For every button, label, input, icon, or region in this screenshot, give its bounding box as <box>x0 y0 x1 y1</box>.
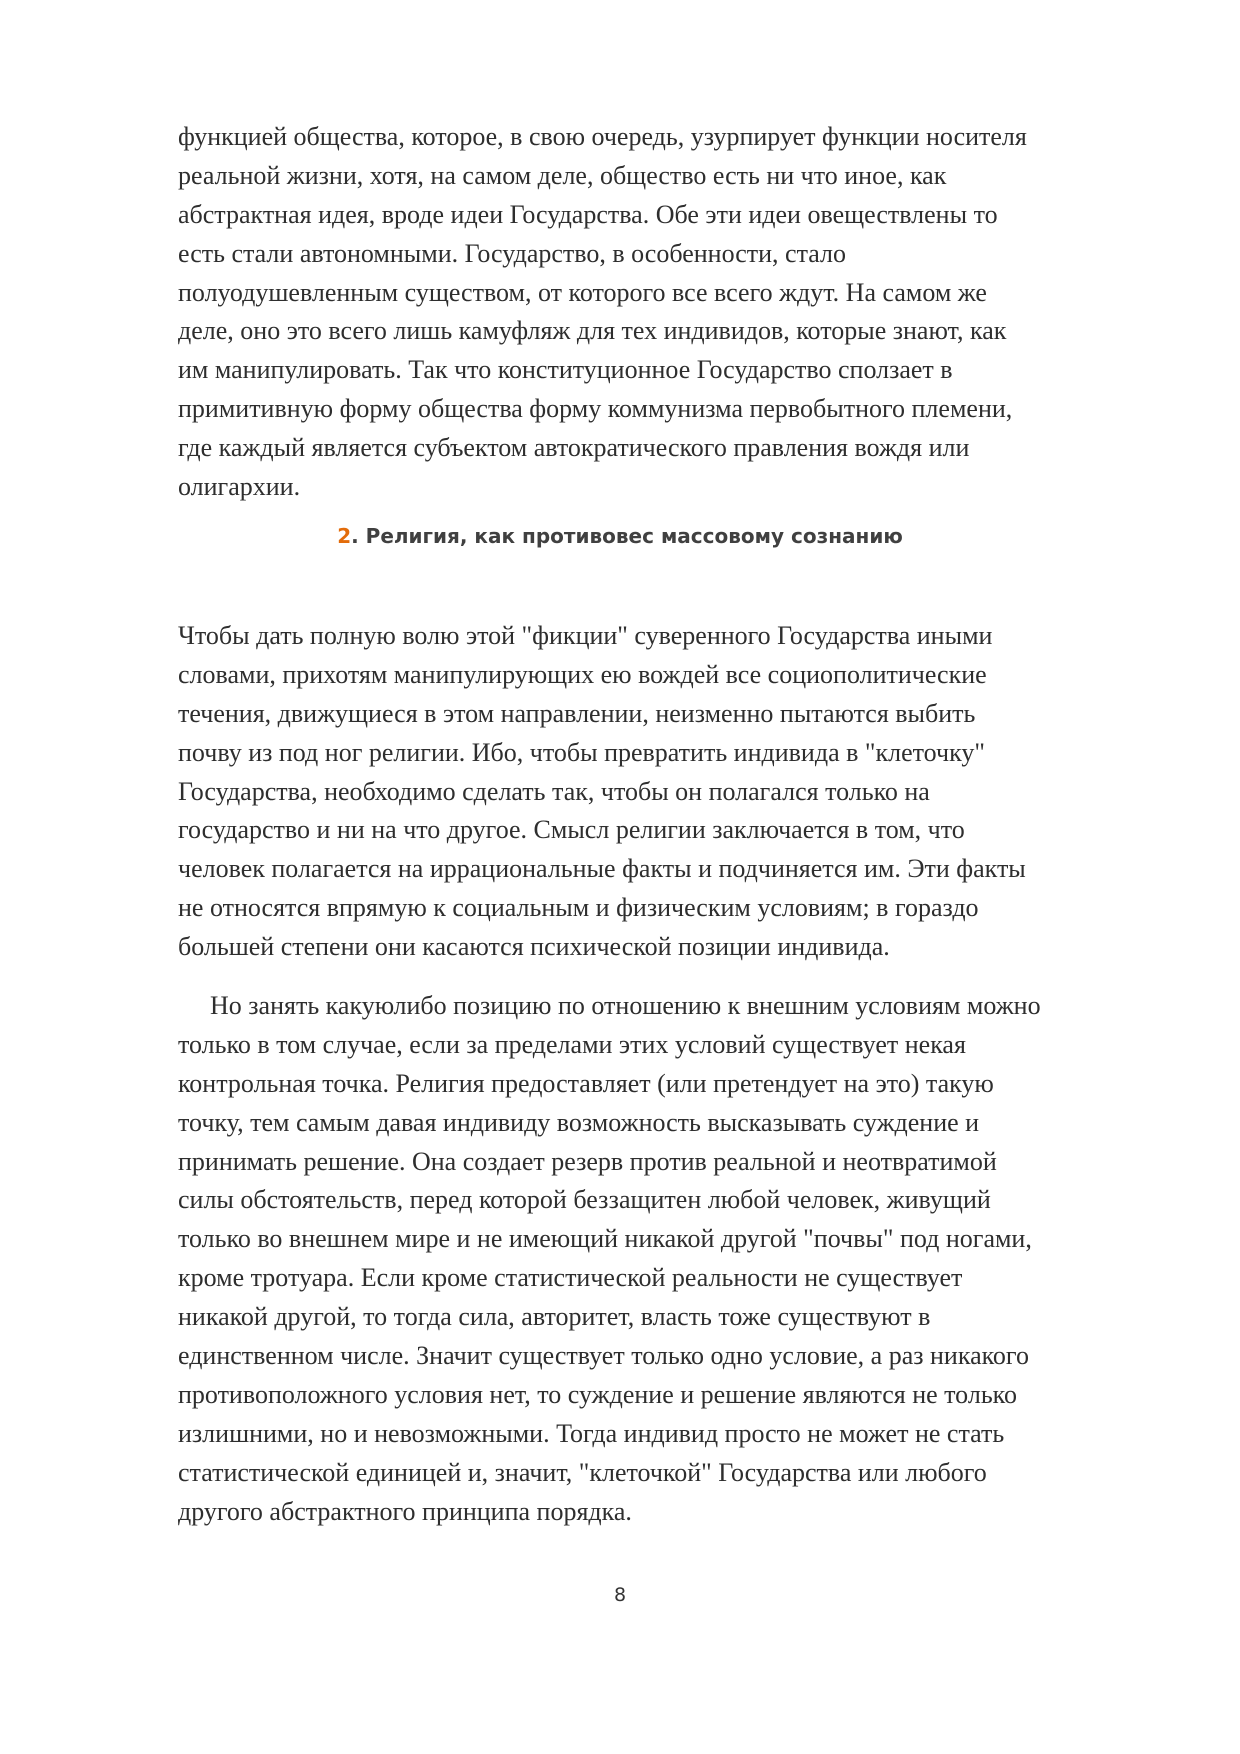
text-line: функцией общества, которое, в свою очередь, узурпирует функции носителя <box>178 122 1027 151</box>
paragraph-religion-intro <box>178 617 1178 967</box>
text-line: где каждый является субъектом автократического правления вождя или <box>178 433 970 463</box>
text-line: принимать решение. Она создает резерв против реальной и неотвратимой <box>178 1146 997 1176</box>
text-line: никакой другой, то тогда сила, авторитет, власть тоже существуют в <box>178 1302 931 1332</box>
text-line: есть стали автономными. Государство, в особенности, стало <box>178 238 847 268</box>
text-line: течения, движущиеся в этом направлении, неизменно пытаются выбить <box>178 698 976 728</box>
text-line: только во внешнем мире и не имеющий никакой другой "почвы" под ногами, <box>178 1224 1032 1254</box>
page-number: 8 <box>613 1584 627 1606</box>
text-line: почву из под ног религии. Ибо, чтобы превратить индивида в "клеточку" <box>178 737 985 767</box>
text-line: словами, прихотям манипулирующих ею вождей все социополитические <box>178 659 987 689</box>
section-heading <box>0 524 1240 548</box>
section-title: . Религия, как противовес массовому сознанию <box>351 524 903 548</box>
paragraph-religion-position <box>178 987 1178 1531</box>
text-line: кроме тротуара. Если кроме статистической реальности не существует <box>178 1263 963 1293</box>
text-line: контрольная точка. Религия предоставляет (или претендует на это) такую <box>178 1068 994 1098</box>
paragraph-continuation <box>178 118 1178 507</box>
text-line: единственном числе. Значит существует только одно условие, а раз никакого <box>178 1341 1029 1371</box>
text-line: большей степени они касаются психической позиции индивида. <box>178 932 890 962</box>
text-line: излишними, но и невозможными. Тогда индивид просто не может не стать <box>178 1418 1005 1448</box>
text-line: Государства, необходимо сделать так, чтобы он полагался только на <box>178 776 930 806</box>
text-line: деле, оно это всего лишь камуфляж для тех индивидов, которые знают, как <box>178 316 1007 346</box>
text-line: примитивную форму общества форму коммунизма первобытного племени, <box>178 394 1013 424</box>
text-line: олигархии. <box>178 472 301 502</box>
text-line: силы обстоятельств, перед которой беззащитен любой человек, живущий <box>178 1185 991 1215</box>
text-line: не относятся впрямую к социальным и физическим условиям; в гораздо <box>178 893 979 923</box>
text-line: абстрактная идея, вроде идеи Государства. Обе эти идеи овеществлены то <box>178 199 998 229</box>
text-line: им манипулировать. Так что конституционное Государство сползает в <box>178 355 953 385</box>
text-line: статистической единицей и, значит, "клеточкой" Государства или любого <box>178 1457 987 1487</box>
text-line: полуодушевленным существом, от которого все всего ждут. На самом же <box>178 277 987 307</box>
text-line: другого абстрактного принципа порядка. <box>178 1496 632 1526</box>
text-line: человек полагается на иррациональные факты и подчиняется им. Эти факты <box>178 854 1026 884</box>
text-line: Но занять какуюлибо позицию по отношению к внешним условиям можно <box>210 991 1041 1020</box>
text-line: только в том случае, если за пределами этих условий существует некая <box>178 1029 966 1059</box>
text-line: государство и ни на что другое. Смысл религии заключается в том, что <box>178 815 965 845</box>
text-line: противоположного условия нет, то суждение и решение являются не только <box>178 1379 1017 1409</box>
section-number: 2 <box>337 524 352 548</box>
text-line: точку, тем самым давая индивиду возможность высказывать суждение и <box>178 1107 980 1137</box>
text-line: реальной жизни, хотя, на самом деле, общество есть ни что иное, как <box>178 160 947 190</box>
text-line: Чтобы дать полную волю этой "фикции" суверенного Государства иными <box>178 621 993 650</box>
